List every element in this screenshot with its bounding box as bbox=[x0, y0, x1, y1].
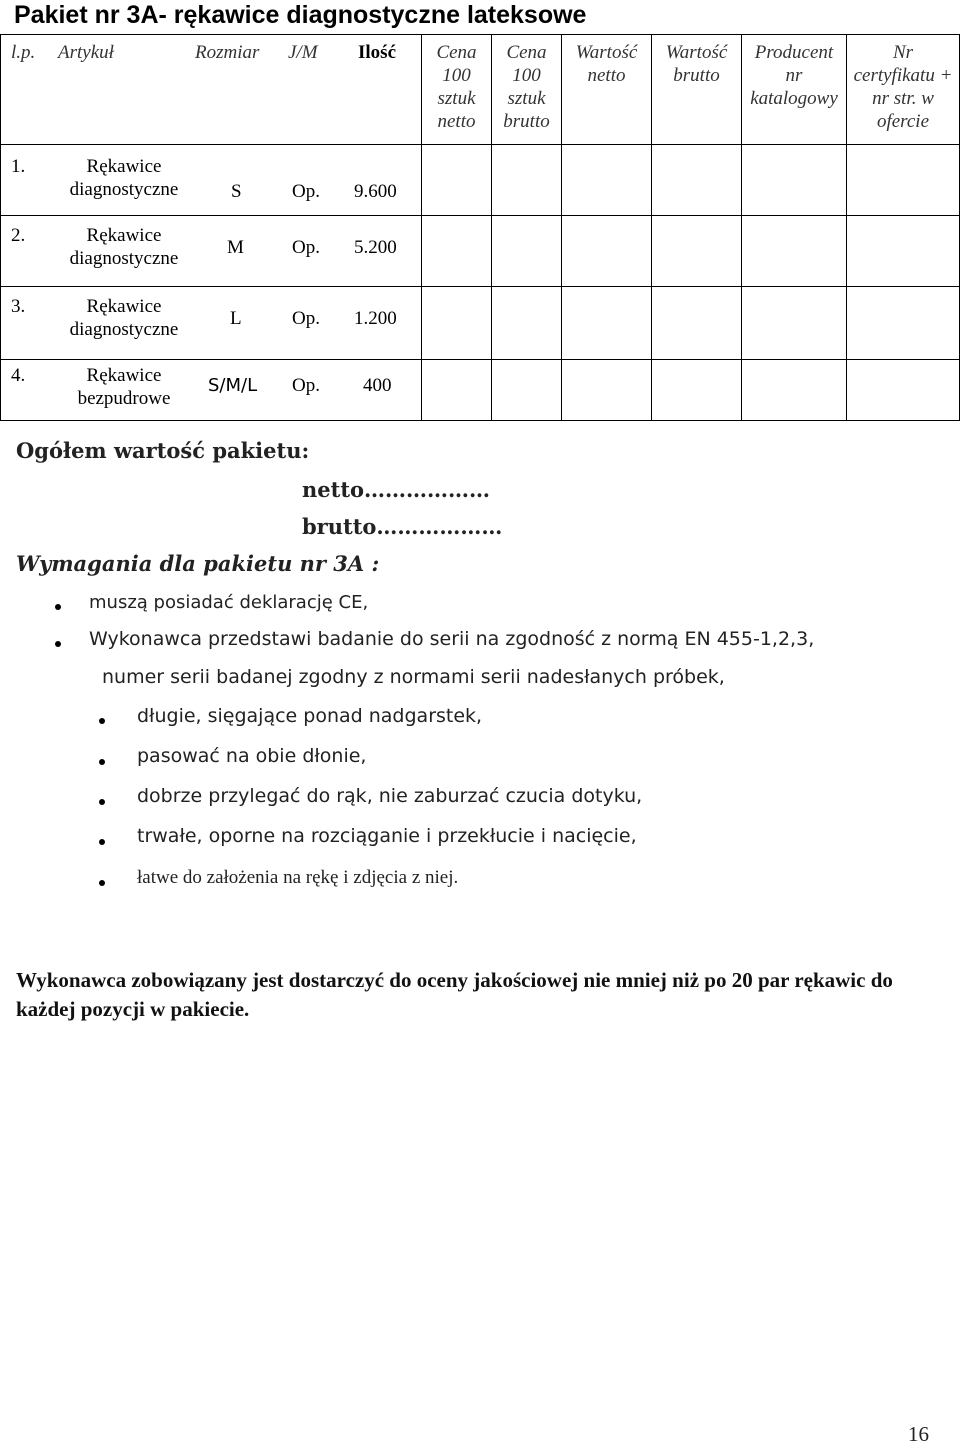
requirement-item: łatwe do założenia na rękę i zdjęcia z niej. bbox=[137, 867, 459, 888]
header-ilosc: Ilość bbox=[358, 42, 396, 63]
row-producent bbox=[742, 145, 847, 216]
bullet-icon bbox=[55, 641, 61, 647]
row-cena-brutto bbox=[492, 216, 562, 287]
row-wartosc-brutto bbox=[652, 216, 742, 287]
row-jm: Op. bbox=[292, 308, 320, 329]
row-cena-netto bbox=[422, 360, 492, 421]
page-number: 16 bbox=[908, 1422, 929, 1446]
summary-label: Ogółem wartość pakietu: bbox=[16, 438, 310, 463]
row-wartosc-netto bbox=[562, 145, 652, 216]
row-nr-certyfikatu bbox=[847, 360, 960, 421]
requirement-item: trwałe, oporne na rozciąganie i przekłucie i nacięcie, bbox=[137, 825, 637, 847]
row-ilosc: 400 bbox=[363, 375, 392, 396]
summary-brutto: brutto……………… bbox=[302, 514, 503, 539]
header-rozmiar: Rozmiar bbox=[195, 42, 260, 63]
row-artykul-line2: diagnostyczne bbox=[69, 179, 179, 200]
row-main-cell bbox=[1, 287, 422, 360]
row-wartosc-brutto bbox=[652, 287, 742, 360]
header-artykul: Artykuł bbox=[58, 42, 114, 63]
row-artykul-line1: Rękawice bbox=[86, 296, 162, 317]
row-lp: 2. bbox=[11, 225, 26, 246]
header-cena-brutto: Cena 100 sztuk brutto bbox=[492, 35, 562, 145]
header-cena-netto: Cena 100 sztuk netto bbox=[422, 35, 492, 145]
row-lp: 3. bbox=[11, 296, 26, 317]
requirement-item: numer serii badanej zgodny z normami serii nadesłanych próbek, bbox=[102, 666, 725, 688]
row-jm: Op. bbox=[292, 237, 320, 258]
bullet-icon bbox=[99, 718, 105, 724]
row-rozmiar: S/M/L bbox=[208, 375, 258, 396]
header-nr-certyfikatu: Nr certyfikatu + nr str. w ofercie bbox=[847, 35, 960, 145]
row-ilosc: 1.200 bbox=[354, 308, 397, 329]
bullet-icon bbox=[55, 604, 61, 610]
row-wartosc-netto bbox=[562, 287, 652, 360]
row-nr-certyfikatu bbox=[847, 287, 960, 360]
row-artykul-line1: Rękawice bbox=[86, 156, 162, 177]
header-group-cell bbox=[1, 35, 422, 145]
row-artykul-line2: bezpudrowe bbox=[77, 388, 171, 409]
row-artykul-line2: diagnostyczne bbox=[69, 248, 179, 269]
bullet-icon bbox=[99, 880, 105, 886]
requirement-item: Wykonawca przedstawi badanie do serii na zgodność z normą EN 455-1,2,3, bbox=[89, 628, 815, 650]
row-wartosc-brutto bbox=[652, 360, 742, 421]
table-row bbox=[1, 287, 960, 360]
requirement-item: długie, sięgające ponad nadgarstek, bbox=[137, 705, 483, 727]
bullet-icon bbox=[99, 799, 105, 805]
requirement-item: dobrze przylegać do rąk, nie zaburzać czucia dotyku, bbox=[137, 785, 643, 807]
row-jm: Op. bbox=[292, 375, 320, 396]
header-producent: Producent nr katalogowy bbox=[742, 35, 847, 145]
header-wartosc-netto: Wartość netto bbox=[562, 35, 652, 145]
header-jm: J/M bbox=[288, 42, 318, 63]
requirements-title: Wymagania dla pakietu nr 3A : bbox=[16, 551, 380, 576]
bullet-icon bbox=[99, 759, 105, 765]
header-wartosc-brutto: Wartość brutto bbox=[652, 35, 742, 145]
row-artykul-line1: Rękawice bbox=[86, 365, 162, 386]
row-lp: 4. bbox=[11, 365, 26, 386]
row-wartosc-netto bbox=[562, 216, 652, 287]
row-cena-brutto bbox=[492, 287, 562, 360]
row-ilosc: 5.200 bbox=[354, 237, 397, 258]
table-row bbox=[1, 216, 960, 287]
row-artykul-line1: Rękawice bbox=[86, 225, 162, 246]
requirement-item: muszą posiadać deklarację CE, bbox=[89, 592, 369, 613]
row-main-cell bbox=[1, 216, 422, 287]
row-cena-netto bbox=[422, 287, 492, 360]
row-rozmiar: M bbox=[227, 237, 244, 258]
row-cena-brutto bbox=[492, 360, 562, 421]
row-cena-netto bbox=[422, 145, 492, 216]
row-main-cell bbox=[1, 360, 422, 421]
requirement-item: pasować na obie dłonie, bbox=[137, 745, 367, 767]
row-cena-brutto bbox=[492, 145, 562, 216]
row-artykul-line2: diagnostyczne bbox=[69, 319, 179, 340]
row-ilosc: 9.600 bbox=[354, 181, 397, 202]
row-rozmiar: S bbox=[231, 181, 242, 202]
row-rozmiar: L bbox=[230, 308, 242, 329]
summary-netto: netto……………… bbox=[302, 477, 491, 502]
package-table bbox=[0, 34, 960, 421]
table-row bbox=[1, 145, 960, 216]
row-main-cell bbox=[1, 145, 422, 216]
page-title: Pakiet nr 3A- rękawice diagnostyczne lateksowe bbox=[14, 1, 587, 29]
final-note: Wykonawca zobowiązany jest dostarczyć do oceny jakościowej nie mniej niż po 20 par rękawic do każdej pozycji w pakiecie. bbox=[16, 968, 893, 1021]
bullet-icon bbox=[99, 839, 105, 845]
row-cena-netto bbox=[422, 216, 492, 287]
row-producent bbox=[742, 216, 847, 287]
row-wartosc-brutto bbox=[652, 145, 742, 216]
row-nr-certyfikatu bbox=[847, 216, 960, 287]
header-lp: l.p. bbox=[11, 42, 36, 63]
row-nr-certyfikatu bbox=[847, 145, 960, 216]
row-wartosc-netto bbox=[562, 360, 652, 421]
row-lp: 1. bbox=[11, 156, 26, 177]
row-producent bbox=[742, 287, 847, 360]
row-producent bbox=[742, 360, 847, 421]
table-row bbox=[1, 360, 960, 421]
table-header-row bbox=[1, 35, 960, 145]
row-jm: Op. bbox=[292, 181, 320, 202]
